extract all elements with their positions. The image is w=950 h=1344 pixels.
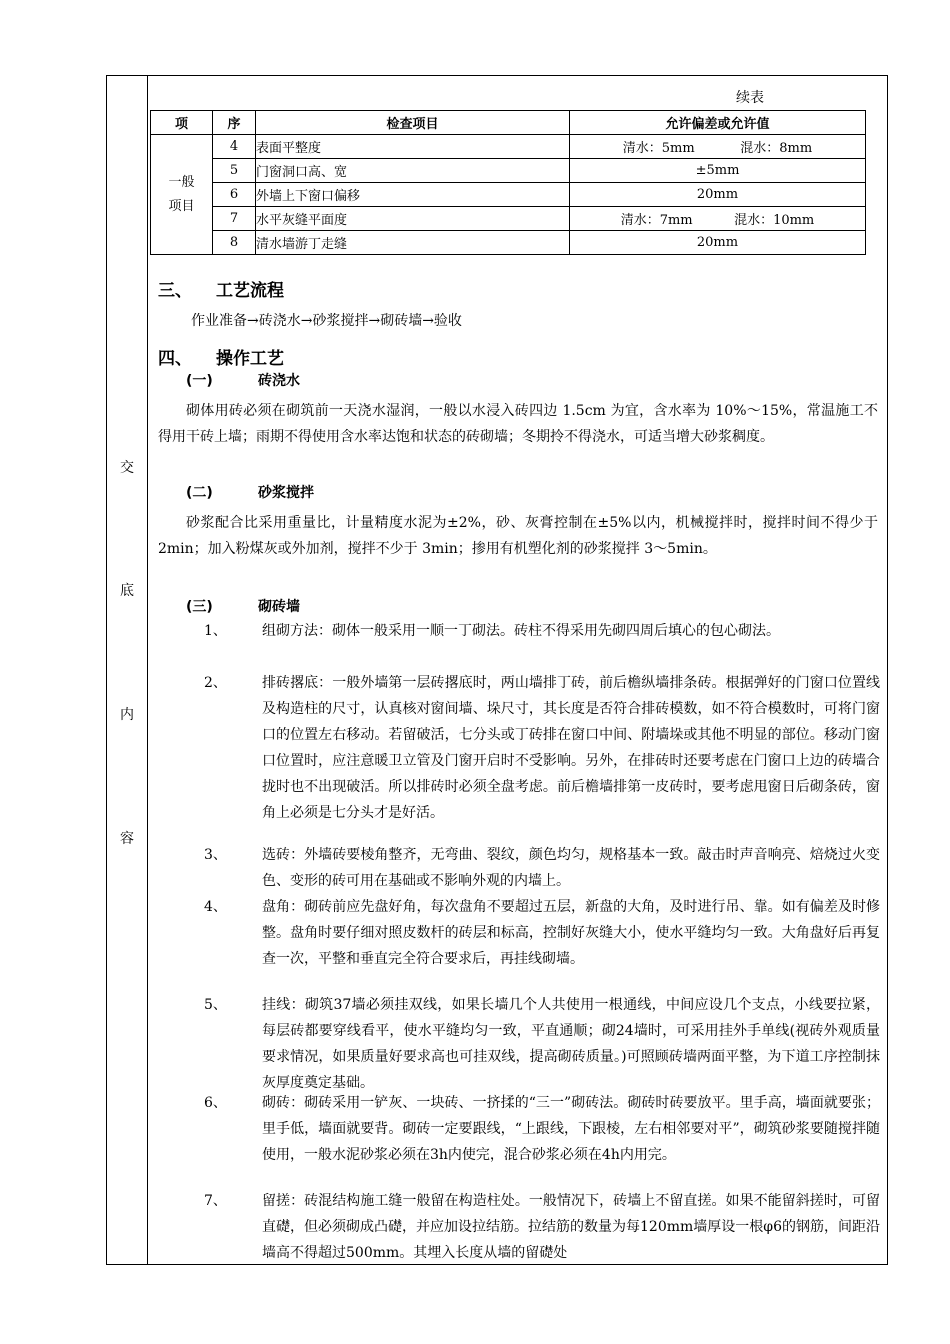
subsection-number: (二): [186, 485, 213, 501]
item-text: 留搓：砖混结构施工缝一般留在构造柱处。一般情况下，砖墙上不留直搓。如果不能留斜搓时，可留直礎，但必须砌成凸礎，并应加设拉结筋。拉结筋的数量为每120mm墙厚设一根φ6的钢筋，间距沿墙高不得超过500mm。其埋入长度从墙的留礎处: [262, 1193, 880, 1261]
list-item: [158, 618, 880, 644]
table-row: [151, 183, 866, 207]
row-item: 外墙上下窗口偏移: [256, 183, 570, 207]
row-value: ±5mm: [570, 159, 866, 183]
subsection-title: 砖浇水: [258, 373, 300, 389]
subsection-title: 砌砖墙: [258, 599, 300, 615]
header-cell: 允许偏差或允许值: [570, 111, 866, 135]
row-value: [570, 135, 866, 159]
header-cell: 项: [151, 111, 213, 135]
subsection-heading: [186, 370, 300, 390]
value-qingshui: 清水：7mm: [620, 213, 693, 228]
value-hunshui: 混水：8mm: [740, 141, 813, 156]
group-label: 一般: [168, 174, 195, 190]
row-number: 8: [213, 231, 256, 255]
item-text: 选砖：外墙砖要棱角整齐，无弯曲、裂纹，颜色均匀，规格基本一致。敲击时声音响亮、焙烧过火变色、变形的砖可用在基础或不影响外观的内墙上。: [262, 847, 880, 889]
row-number: 4: [213, 135, 256, 159]
row-value: [570, 207, 866, 231]
section-title: 操作工艺: [216, 349, 284, 369]
row-value: 20mm: [570, 183, 866, 207]
row-item: 清水墙游丁走缝: [256, 231, 570, 255]
side-label-char: 内: [120, 707, 134, 723]
subsection-title: 砂浆搅拌: [258, 485, 314, 501]
item-text: 砌砖：砌砖采用一铲灰、一块砖、一挤揉的“三一”砌砖法。砌砖时砖要放平。里手高，墙面就要张；里手低，墙面就要背。砌砖一定要跟线，“上跟线，下跟棱，左右相邻要对平”，砌筑砂浆要随搅拌随使用，一般水泥砂浆必须在3h内使完，混合砂浆必须在4h内用完。: [262, 1095, 880, 1163]
section-3-heading: [158, 276, 284, 301]
group-label: 项目: [168, 198, 195, 214]
item-number: 4、: [204, 899, 227, 915]
item-text: 组砌方法：砌体一般采用一顺一丁砌法。砖柱不得采用先砌四周后填心的包心砌法。: [262, 623, 780, 639]
header-cell: 序: [213, 111, 256, 135]
subsection-number: (一): [186, 373, 213, 389]
side-label-char: 底: [120, 583, 134, 599]
side-label-char: 交: [120, 460, 134, 476]
subsection-number: (三): [186, 599, 213, 615]
paragraph: 砂浆配合比采用重量比，计量精度水泥为±2%，砂、灰膏控制在±5%以内，机械搅拌时，搅拌时间不得少于 2min；加入粉煤灰或外加剂，搅拌不少于 3min；掺用有机塑化剂的砂浆搅拌 3～5min。: [158, 515, 878, 557]
item-text: 排砖撂底：一般外墙第一层砖撂底时，两山墙排丁砖，前后檐纵墙排条砖。根据弹好的门窗口位置线及构造柱的尺寸，认真核对窗间墙、垛尺寸，其长度是否符合排砖模数，如不符合模数时，可将门窗口的位置左右移动。若留破活，七分头或丁砖排在窗口中间、附墙垛或其他不明显的部位。移动门窗口位置时，应注意暖卫立管及门窗开启时不受影响。另外，在排砖时还要考虑在门窗口上边的砖墙合拢时也不出现破活。所以排砖时必须全盘考虑。前后檐墙排第一皮砖时，要考虑甩窗日后砌条砖，窗角上必须是七分头才是好活。: [262, 675, 880, 821]
item-number: 6、: [204, 1095, 227, 1111]
list-item: [158, 1090, 880, 1168]
subsection-heading: [186, 596, 300, 616]
content-area: [148, 76, 887, 1264]
item-number: 3、: [204, 847, 227, 863]
list-item: [158, 992, 880, 1096]
row-item: 门窗洞口高、宽: [256, 159, 570, 183]
row-number: 6: [213, 183, 256, 207]
continued-label: 续表: [736, 90, 764, 106]
list-item: [158, 1188, 880, 1266]
table-row: [151, 231, 866, 255]
subsection-heading: [186, 482, 314, 502]
table-row: [151, 207, 866, 231]
side-label-column: [107, 76, 148, 1264]
list-item: [158, 894, 880, 972]
item-number: 7、: [204, 1193, 227, 1209]
paragraph: 砌体用砖必须在砌筑前一天浇水湿润，一般以水浸入砖四边 1.5cm 为宜，含水率为 10%～15%，常温施工不得用干砖上墙；雨期不得使用含水率达饱和状态的砖砌墙；冬期拎不得浇水，可适当增大砂浆稠度。: [158, 403, 878, 445]
section-title: 工艺流程: [216, 281, 284, 301]
table-row: [151, 159, 866, 183]
value-qingshui: 清水：5mm: [622, 141, 695, 156]
row-number: 5: [213, 159, 256, 183]
header-cell: 检查项目: [256, 111, 570, 135]
item-number: 1、: [204, 623, 227, 639]
document-frame: [106, 75, 888, 1265]
item-number: 2、: [204, 675, 227, 691]
item-number: 5、: [204, 997, 227, 1013]
side-label-char: 容: [120, 831, 134, 847]
item-text: 盘角：砌砖前应先盘好角，每次盘角不要超过五层，新盘的大角，及时进行吊、靠。如有偏差及时修整。盘角时要仔细对照皮数杆的砖层和标高，控制好灰缝大小，使水平缝均匀一致。大角盘好后再复查一次，平整和垂直完全符合要求后，再挂线砌墙。: [262, 899, 880, 967]
section-4-heading: [158, 344, 284, 369]
row-item: 水平灰缝平面度: [256, 207, 570, 231]
value-hunshui: 混水：10mm: [734, 213, 815, 228]
list-item: [158, 670, 880, 826]
process-flow: 作业准备→砖浇水→砂浆搅拌→砌砖墙→验收: [191, 313, 462, 329]
row-number: 7: [213, 207, 256, 231]
section-number: 三、: [158, 281, 192, 301]
item-text: 挂线：砌筑37墙必须挂双线，如果长墙几个人共使用一根通线，中间应设几个支点，小线要拉紧，每层砖都要穿线看平，使水平缝均匀一致，平直通顺；砌24墙时，可采用挂外手单线(视砖外观质量要求情况，如果质量好要求高也可挂双线，提高砌砖质量。)可照顾砖墙两面平整，为下道工序控制抹灰厚度奠定基础。: [262, 997, 880, 1091]
table-row: [151, 135, 866, 159]
inspection-table: [150, 110, 866, 255]
section-number: 四、: [158, 349, 192, 369]
row-value: 20mm: [570, 231, 866, 255]
table-header-row: [151, 111, 866, 135]
list-item: [158, 842, 880, 894]
row-item: 表面平整度: [256, 135, 570, 159]
group-cell: [151, 135, 213, 255]
